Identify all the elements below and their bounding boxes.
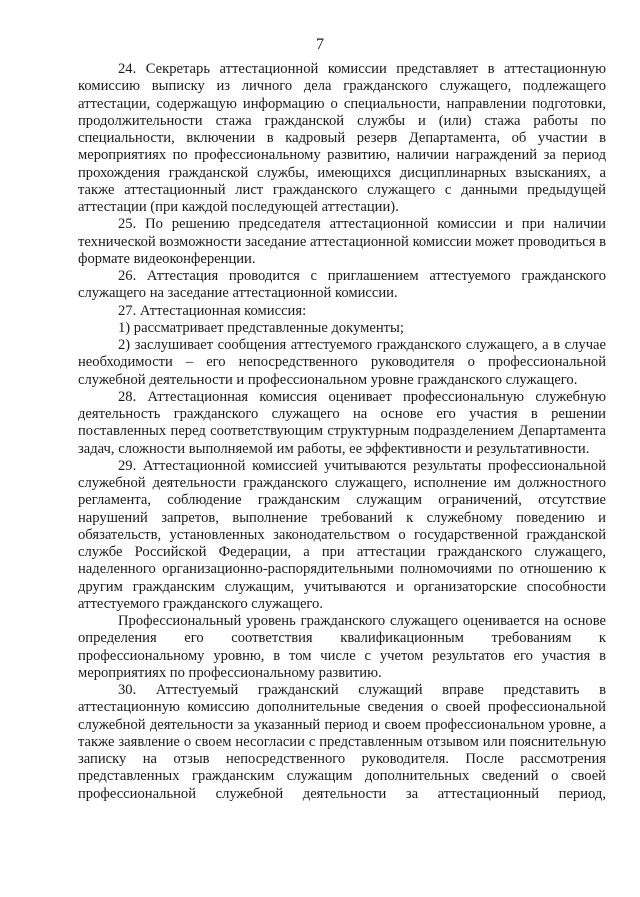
paragraph-28: 28. Аттестационная комиссия оценивает профессиональную служебную деятельность гражданского служащего на основе его участия в решении поставленных перед соответствующим структурным подразделением Департамента задач, сложности выполняемой им работы, ее эффективности и результативности. (78, 388, 606, 457)
paragraph-27: 27. Аттестационная комиссия: (118, 302, 307, 319)
page-number: 7 (316, 36, 324, 53)
paragraph-27-item-2: 2) заслушивает сообщения аттестуемого гражданского служащего, а в случае необходимости – его непосредственного руководителя о профессиональной служебной деятельности и профессиональном уровне гражданского служащего. (78, 337, 606, 388)
paragraph-29: 29. Аттестационной комиссией учитываются результаты профессиональной служебной деятельности гражданского служащего, исполнение им должностного регламента, соблюдение гражданским служащим ограничений, отсутствие нарушений запретов, выполнение требований к служебному поведению и обязательств, установленных законодательством о государственной гражданской службе Российской Федерации, а при аттестации гражданского служащего, наделенного организационно-распорядительными полномочиями по отношению к другим гражданским служащим, учитываются и организаторские способности аттестуемого гражданского служащего. (78, 457, 606, 612)
document-body (78, 61, 606, 803)
paragraph-24: 24. Секретарь аттестационной комиссии представляет в аттестационную комиссию выписку из личного дела гражданского служащего, подлежащего аттестации, содержащую информацию о специальности, направлении подготовки, продолжительности стажа гражданской службы и (или) стажа работы по специальности, включении в кадровый резерв Департамента, об участии в мероприятиях по профессиональному развитию, наличии награждений за период прохождения гражданской службы, имеющихся дисциплинарных взысканиях, а также аттестационный лист гражданского служащего с данными предыдущей аттестации (при каждой последующей аттестации). (78, 61, 606, 215)
paragraph-29-continued: Профессиональный уровень гражданского служащего оценивается на основе определения его соответствия квалификационным требованиям к профессиональному уровню, в том числе с учетом результатов его участия в мероприятиях по профессиональному развитию. (78, 613, 606, 681)
paragraph-26: 26. Аттестация проводится с приглашением аттестуемого гражданского служащего на заседание аттестационной комиссии. (78, 268, 606, 302)
paragraph-27-item-1: 1) рассматривает представленные документы; (118, 319, 404, 336)
paragraph-30: 30. Аттестуемый гражданский служащий вправе представить в аттестационную комиссию дополнительные сведения о своей профессиональной служебной деятельности за указанный период и своем профессиональном уровне, а также заявление о своем несогласии с представленным отзывом или пояснительную записку на отзыв непосредственного руководителя. После рассмотрения представленных гражданским служащим дополнительных сведений о своей профессиональной служебной деятельности за аттестационный период, (78, 682, 606, 802)
paragraph-25: 25. По решению председателя аттестационной комиссии и при наличии технической возможности заседание аттестационной комиссии может проводиться в формате видеоконференции. (78, 216, 606, 267)
